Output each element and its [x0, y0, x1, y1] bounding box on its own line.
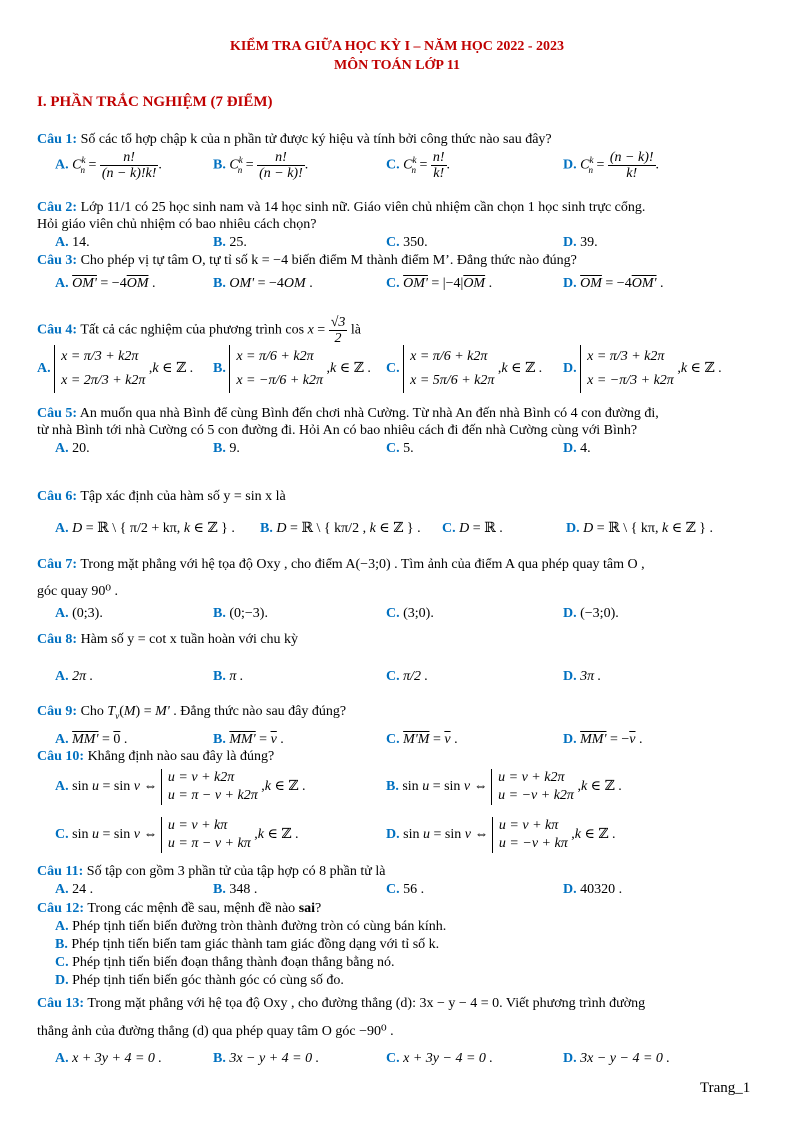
q3-option-b: B. OM' = −4OM . — [213, 276, 313, 291]
q1-option-d: D. $C^k_n$ = $\frac{(n - k)!}{k!}$ . — [563, 150, 660, 181]
q13-option-a: A. x + 3y + 4 = 0 . — [55, 1051, 162, 1066]
q13-option-b: B. 3x − y + 4 = 0 . — [213, 1051, 320, 1066]
q8-option-c: C. π/2 . — [386, 669, 429, 684]
q7-option-c: C. (3;0). — [386, 606, 434, 621]
question-9: Câu 9: Cho $T_v(M) = M'$ . Đẳng thức nào sau đây đúng? — [37, 704, 347, 721]
q5-option-d: D. 4. — [563, 441, 591, 456]
q8-option-b: B. π . — [213, 669, 244, 684]
q8-option-a: A. 2π . — [55, 669, 94, 684]
question-5: Câu 5: An muốn qua nhà Bình để cùng Bình đến chơi nhà Cường. Từ nhà An đến nhà Bình có 4 con đường đi, — [37, 406, 659, 421]
q4-option-b: B. x = π/6 + k2π x = −π/6 + k2π ,k ∈ ℤ . — [213, 345, 371, 393]
q2-option-a: A. 14. — [55, 235, 90, 250]
q12-option-a: A. Phép tịnh tiến biến đường tròn thành đường tròn có cùng bán kính. — [55, 919, 447, 934]
exam-subtitle: MÔN TOÁN LỚP 11 — [334, 58, 460, 73]
q6-option-c: C. D = ℝ . — [442, 521, 503, 536]
q9-option-a: A. MM' = 0 . — [55, 732, 128, 747]
q10-option-c: C. sin u = sin v ⇔ u = v + kπ u = π − v + kπ ,k ∈ ℤ . — [55, 818, 299, 851]
question-1: Câu 1: Số các tổ hợp chập k của n phần tử được ký hiệu và tính bởi công thức nào sau đây? — [37, 132, 552, 147]
q2-option-c: C. 350. — [386, 235, 428, 250]
question-5-cont: từ nhà Bình tới nhà Cường có 5 con đường đi. Hỏi An có bao nhiêu cách đi đến nhà Cường cùng với Bình? — [37, 423, 638, 438]
exam-title: KIỂM TRA GIỮA HỌC KỲ I – NĂM HỌC 2022 - 2023 — [229, 39, 565, 54]
q12-option-d: D. Phép tịnh tiến biến góc thành góc có cùng số đo. — [55, 973, 344, 988]
question-7: Câu 7: Trong mặt phẳng với hệ tọa độ Oxy , cho điểm A(−3;0) . Tìm ảnh của điểm A qua phép quay tâm O , — [37, 557, 645, 572]
q9-option-d: D. $MM' = -\overline{v}$ . — [563, 732, 643, 747]
question-7-cont: góc quay 90⁰ . — [37, 584, 119, 599]
q7-option-a: A. (0;3). — [55, 606, 103, 621]
q5-option-c: C. 5. — [386, 441, 414, 456]
q7-option-d: D. (−3;0). — [563, 606, 619, 621]
q3-option-a: A. $OM' = -4\overline{OM}$ . — [55, 276, 156, 291]
q4-option-a: A. x = π/3 + k2π x = 2π/3 + k2π ,k ∈ ℤ . — [37, 345, 193, 393]
question-2: Câu 2: Lớp 11/1 có 25 học sinh nam và 14 học sinh nữ. Giáo viên chủ nhiệm cần chọn 1 học sinh trực cổng. — [37, 200, 646, 215]
q12-option-c: C. Phép tịnh tiến biến đoạn thẳng thành đoạn thẳng bằng nó. — [55, 955, 395, 970]
q10-option-b: B. sin u = sin v ⇔ u = v + k2π u = −v + k2π ,k ∈ ℤ . — [386, 770, 622, 803]
section-heading: I. PHẦN TRẮC NGHIỆM (7 ĐIỂM) — [37, 94, 273, 110]
question-13: Câu 13: Trong mặt phẳng với hệ tọa độ Oxy , cho đường thẳng (d): 3x − y − 4 = 0. Viết phương trình đường — [37, 996, 646, 1011]
q7-option-b: B. (0;−3). — [213, 606, 268, 621]
q6-option-d: D. D = ℝ \ { kπ, k ∈ ℤ } . — [566, 521, 713, 536]
q9-option-b: B. $MM' = \overline{v}$ . — [213, 732, 284, 747]
q1-option-b: B. $C^k_n$ = $\frac{n!}{(n - k)!}$ . — [213, 150, 309, 181]
question-3: Câu 3: Cho phép vị tự tâm O, tự tỉ số k = −4 biến điểm M thành điểm M’. Đẳng thức nào đúng? — [37, 253, 577, 268]
q11-option-a: A. 24 . — [55, 882, 94, 897]
q11-option-c: C. 56 . — [386, 882, 425, 897]
q2-option-d: D. 39. — [563, 235, 598, 250]
q11-option-d: D. 40320 . — [563, 882, 623, 897]
q6-option-b: B. D = ℝ \ { kπ/2 , k ∈ ℤ } . — [260, 521, 421, 536]
q9-option-c: C. $M'M = \overline{v}$ . — [386, 732, 458, 747]
question-4: Câu 4: Tất cả các nghiệm của phương trình cos x = $\frac{√3}{2}$ là — [37, 315, 361, 346]
q13-option-d: D. 3x − y − 4 = 0 . — [563, 1051, 670, 1066]
question-8: Câu 8: Hàm số y = cot x tuần hoàn với chu kỳ — [37, 632, 299, 647]
q1-option-a: A. $C^k_n$ = $\frac{n!}{(n - k)!k!}$ . — [55, 150, 162, 181]
q10-option-a: A. sin u = sin v ⇔ u = v + k2π u = π − v + k2π ,k ∈ ℤ . — [55, 770, 306, 803]
q13-option-c: C. x + 3y − 4 = 0 . — [386, 1051, 493, 1066]
question-6: Câu 6: Tập xác định của hàm số y = sin x là — [37, 489, 286, 504]
question-2-cont: Hỏi giáo viên chủ nhiệm có bao nhiêu cách chọn? — [37, 217, 317, 232]
question-13-cont: thẳng ảnh của đường thẳng (d) qua phép quay tâm O góc −90⁰ . — [37, 1024, 394, 1039]
q10-option-d: D. sin u = sin v ⇔ u = v + kπ u = −v + kπ ,k ∈ ℤ . — [386, 818, 616, 851]
q3-option-d: D. $\overline{OM} = -4OM'$ . — [563, 276, 664, 291]
q4-option-c: C. x = π/6 + k2π x = 5π/6 + k2π ,k ∈ ℤ . — [386, 345, 542, 393]
q1-option-c: C. $C^k_n$ = $\frac{n!}{k!}$ . — [386, 150, 451, 181]
q12-option-b: B. Phép tịnh tiến biến tam giác thành tam giác đồng dạng với tỉ số k. — [55, 937, 440, 952]
question-12: Câu 12: Trong các mệnh đề sau, mệnh đề nào sai? — [37, 901, 322, 916]
q11-option-b: B. 348 . — [213, 882, 258, 897]
q5-option-b: B. 9. — [213, 441, 240, 456]
q3-option-c: C. $OM' = |-4|\overline{OM}$ . — [386, 276, 493, 291]
question-10: Câu 10: Khẳng định nào sau đây là đúng? — [37, 749, 275, 764]
q4-option-d: D. x = π/3 + k2π x = −π/3 + k2π ,k ∈ ℤ . — [563, 345, 722, 393]
q8-option-d: D. 3π . — [563, 669, 602, 684]
q6-option-a: A. D = ℝ \ { π/2 + kπ, k ∈ ℤ } . — [55, 521, 235, 536]
q2-option-b: B. 25. — [213, 235, 247, 250]
page-number: Trang_1 — [700, 1080, 751, 1096]
q5-option-a: A. 20. — [55, 441, 90, 456]
question-11: Câu 11: Số tập con gồm 3 phần tử của tập hợp có 8 phần tử là — [37, 864, 386, 879]
